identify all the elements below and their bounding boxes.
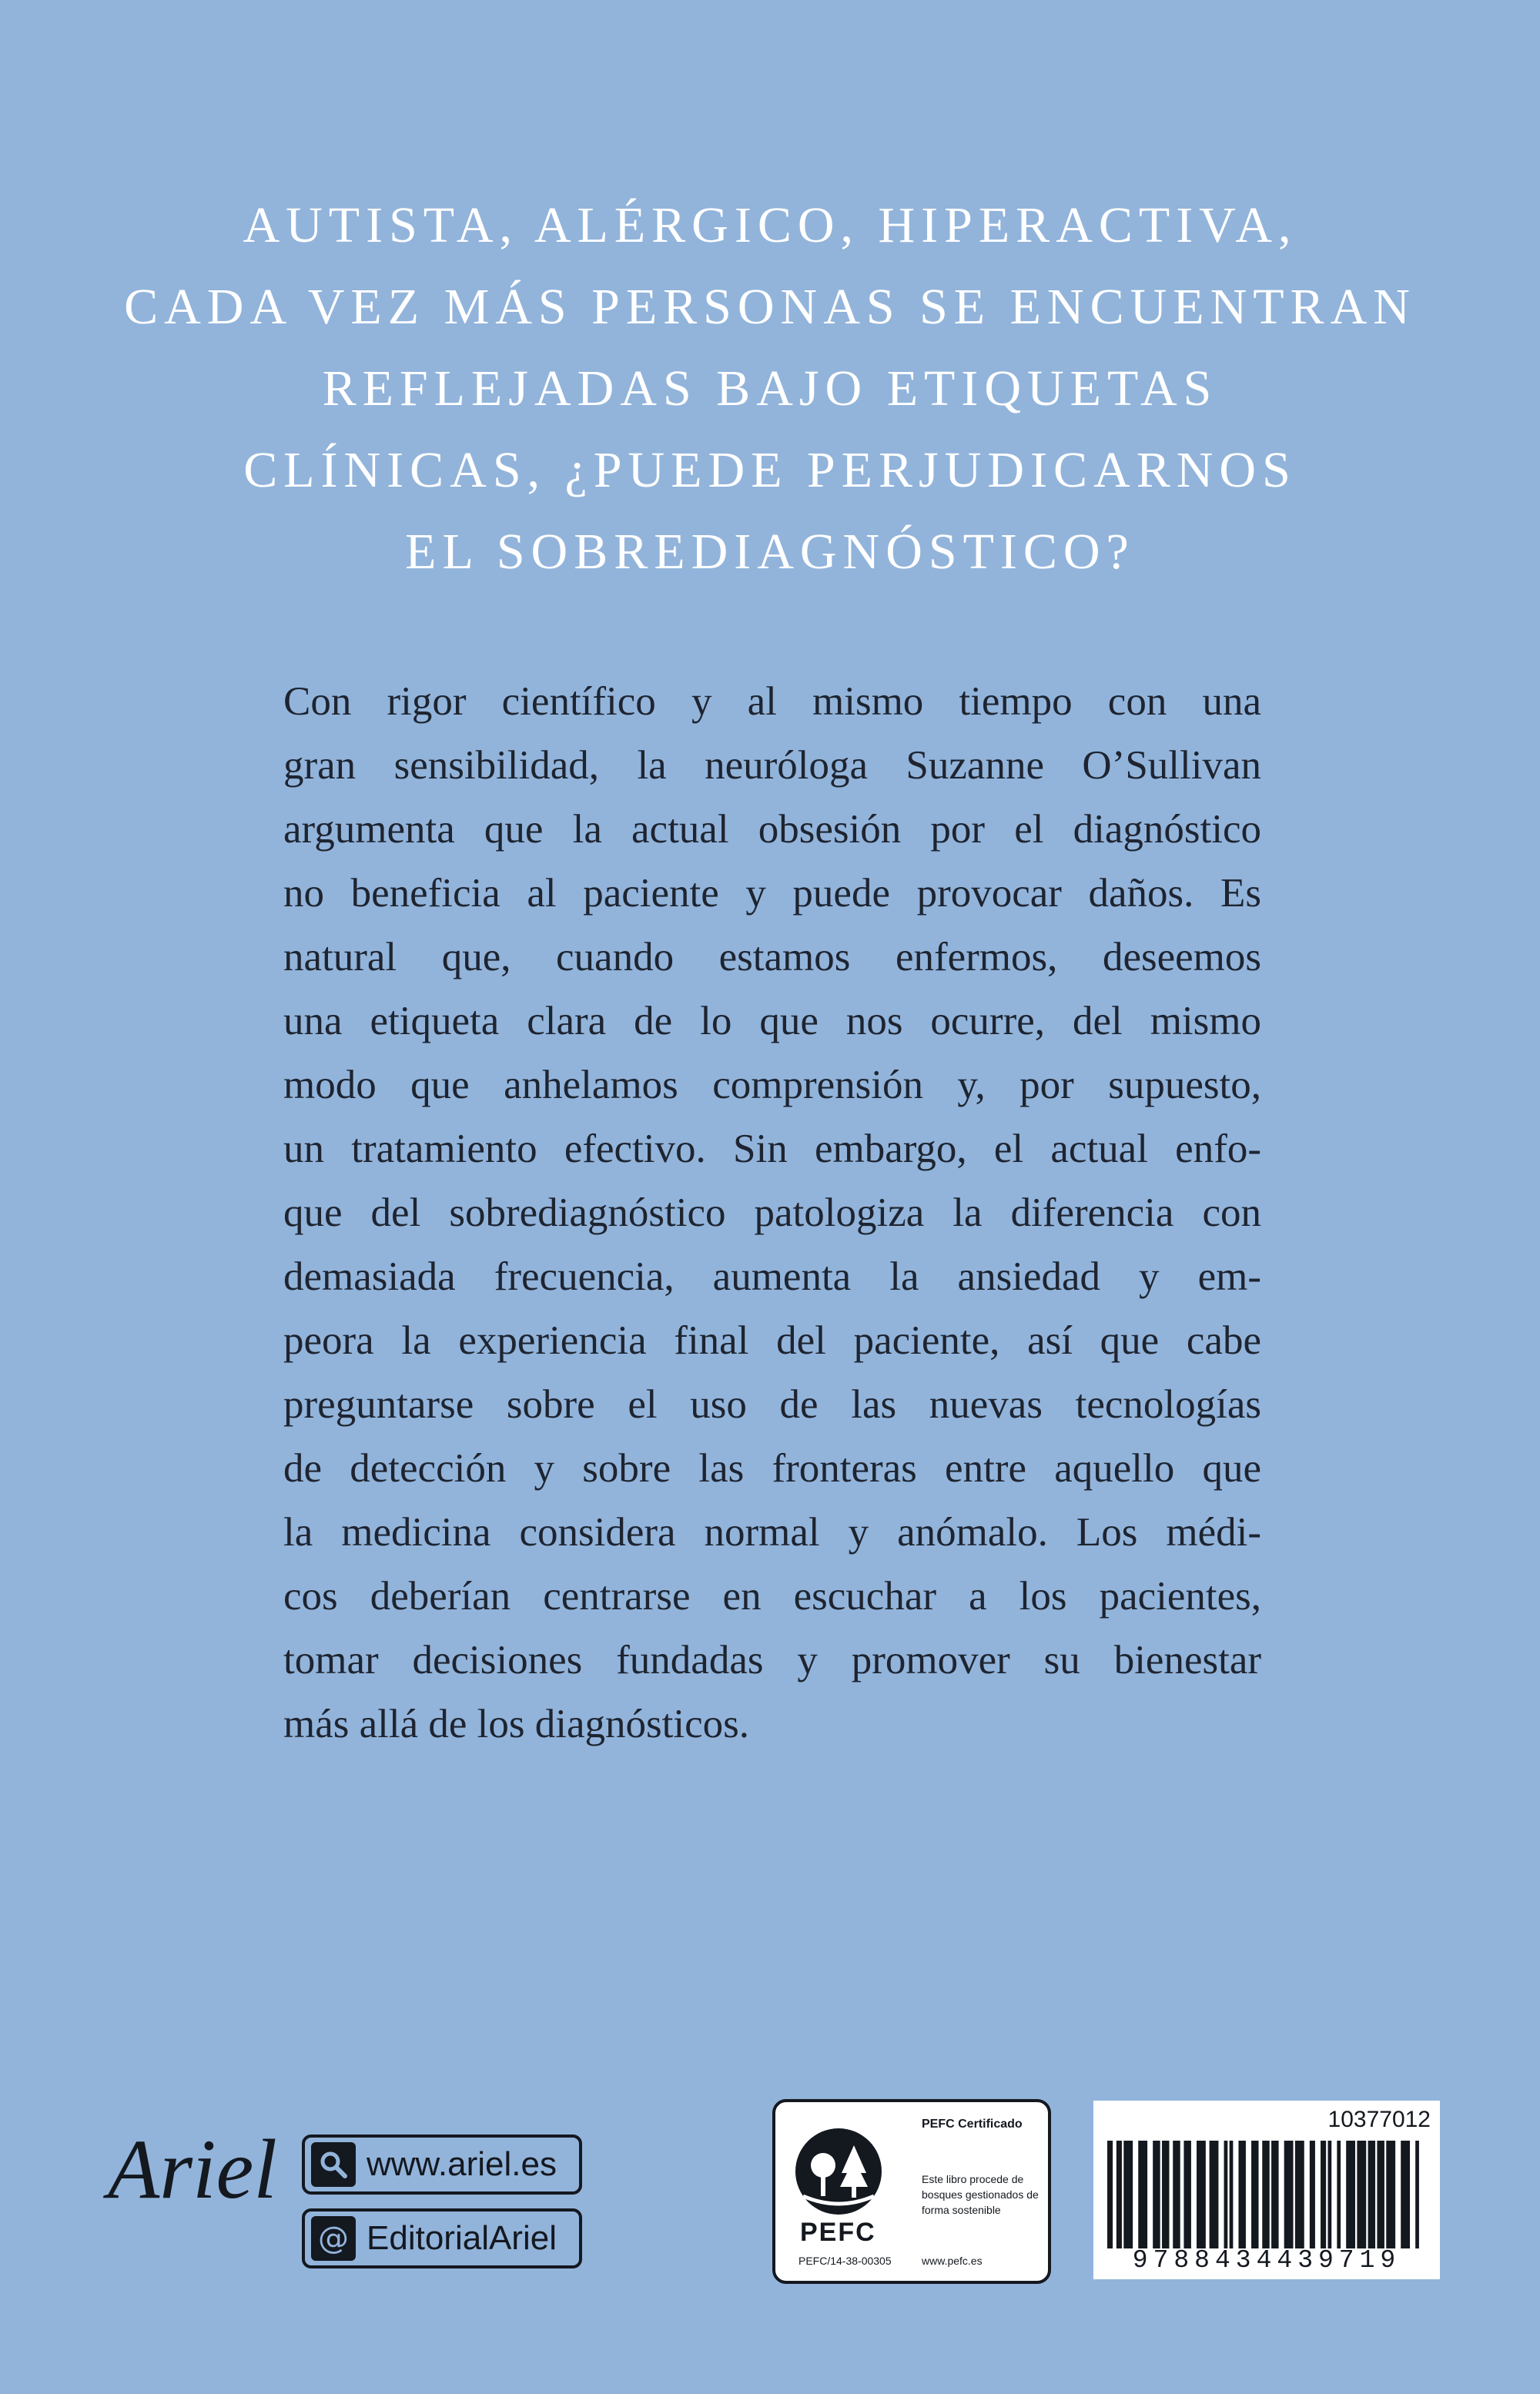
social-handle[interactable] — [302, 2208, 582, 2268]
barcode-bar — [1224, 2141, 1228, 2248]
barcode-bar — [1238, 2141, 1245, 2248]
barcode-bar — [1230, 2141, 1234, 2248]
synopsis-line: no beneficia al paciente y puede provocar daños. Es — [283, 871, 1261, 916]
barcode-bar — [1377, 2141, 1384, 2248]
synopsis-line: peora la experiencia final del paciente, así que cabe — [283, 1318, 1261, 1363]
barcode-bar — [1183, 2141, 1190, 2248]
synopsis-line: más allá de los diagnósticos. — [283, 1702, 749, 1746]
barcode-bar — [1295, 2141, 1304, 2248]
headline-line: CLÍNICAS, ¿PUEDE PERJUDICARNOS — [243, 442, 1297, 498]
synopsis-line: demasiada frecuencia, aumenta la ansiedad y em- — [283, 1254, 1261, 1299]
at-icon: @ — [311, 2216, 356, 2261]
barcode-bar — [1401, 2141, 1410, 2248]
headline-line: CADA VEZ MÁS PERSONAS SE ENCUENTRAN — [124, 279, 1416, 335]
pefc-certificate — [772, 2099, 1051, 2284]
barcode-bar — [1386, 2141, 1395, 2248]
synopsis-line: un tratamiento efectivo. Sin embargo, el actual enfo- — [283, 1127, 1261, 1171]
synopsis — [283, 670, 1261, 1756]
synopsis-line: tomar decisiones fundadas y promover su bienestar — [283, 1638, 1261, 1682]
product-code: 10377012 — [1327, 2107, 1431, 2132]
pefc-tree-icon — [792, 2125, 885, 2218]
synopsis-line: que del sobrediagnóstico patologiza la diferencia con — [283, 1190, 1261, 1235]
synopsis-line: Con rigor científico y al mismo tiempo con una — [283, 679, 1261, 724]
synopsis-line: de detección y sobre las fronteras entre aquello que — [283, 1446, 1261, 1491]
synopsis-line: natural que, cuando estamos enfermos, deseemos — [283, 935, 1261, 979]
barcode-bar — [1116, 2141, 1122, 2248]
barcode-label — [1093, 2101, 1440, 2279]
barcode-bar — [1321, 2141, 1326, 2248]
barcode-bar — [1328, 2141, 1332, 2248]
barcode-bar — [1262, 2141, 1269, 2248]
search-icon — [311, 2142, 356, 2187]
barcode-bar — [1310, 2141, 1315, 2248]
headline-line: EL SOBREDIAGNÓSTICO? — [405, 524, 1135, 580]
barcode-bar — [1415, 2141, 1419, 2248]
barcode-bar — [1271, 2141, 1278, 2248]
headline-line: AUTISTA, ALÉRGICO, HIPERACTIVA, — [243, 197, 1297, 253]
barcode-bar — [1251, 2141, 1258, 2248]
headline — [77, 185, 1463, 593]
synopsis-line: la medicina considera normal y anómalo. Los médi- — [283, 1510, 1261, 1555]
pefc-description: Este libro procede de bosques gestionados de forma sostenible — [922, 2173, 1039, 2216]
barcode — [1106, 2141, 1428, 2248]
barcode-bar — [1346, 2141, 1355, 2248]
barcode-bar — [1284, 2141, 1294, 2248]
barcode-bar — [1173, 2141, 1180, 2248]
website-link[interactable] — [302, 2135, 582, 2195]
website-label: www.ariel.es — [367, 2145, 557, 2183]
barcode-bar — [1368, 2141, 1375, 2248]
barcode-bar — [1153, 2141, 1160, 2248]
barcode-bar — [1197, 2141, 1206, 2248]
barcode-bar — [1337, 2141, 1341, 2248]
social-label: EditorialAriel — [367, 2219, 557, 2257]
barcode-bar — [1107, 2141, 1113, 2248]
barcode-bar — [1162, 2141, 1169, 2248]
synopsis-line: argumenta que la actual obsesión por el diagnóstico — [283, 807, 1261, 852]
pefc-url: www.pefc.es — [922, 2255, 983, 2267]
synopsis-line: cos deberían centrarse en escuchar a los pacientes, — [283, 1574, 1261, 1619]
synopsis-line: una etiqueta clara de lo que nos ocurre, del mismo — [283, 999, 1261, 1043]
pefc-title: PEFC Certificado — [922, 2118, 1023, 2131]
barcode-bar — [1210, 2141, 1219, 2248]
pefc-logo-text: PEFC — [800, 2218, 876, 2247]
publisher-logo: Ariel — [108, 2122, 277, 2216]
synopsis-line: gran sensibilidad, la neuróloga Suzanne O’Sullivan — [283, 743, 1261, 788]
barcode-bar — [1138, 2141, 1147, 2248]
pefc-code: PEFC/14-38-00305 — [798, 2255, 892, 2267]
barcode-bar — [1357, 2141, 1366, 2248]
synopsis-line: modo que anhelamos comprensión y, por supuesto, — [283, 1063, 1261, 1107]
synopsis-line: preguntarse sobre el uso de las nuevas tecnologías — [283, 1382, 1261, 1427]
isbn-number: 9788434439719 — [1132, 2246, 1401, 2275]
barcode-bar — [1123, 2141, 1133, 2248]
headline-line: REFLEJADAS BAJO ETIQUETAS — [322, 360, 1218, 417]
